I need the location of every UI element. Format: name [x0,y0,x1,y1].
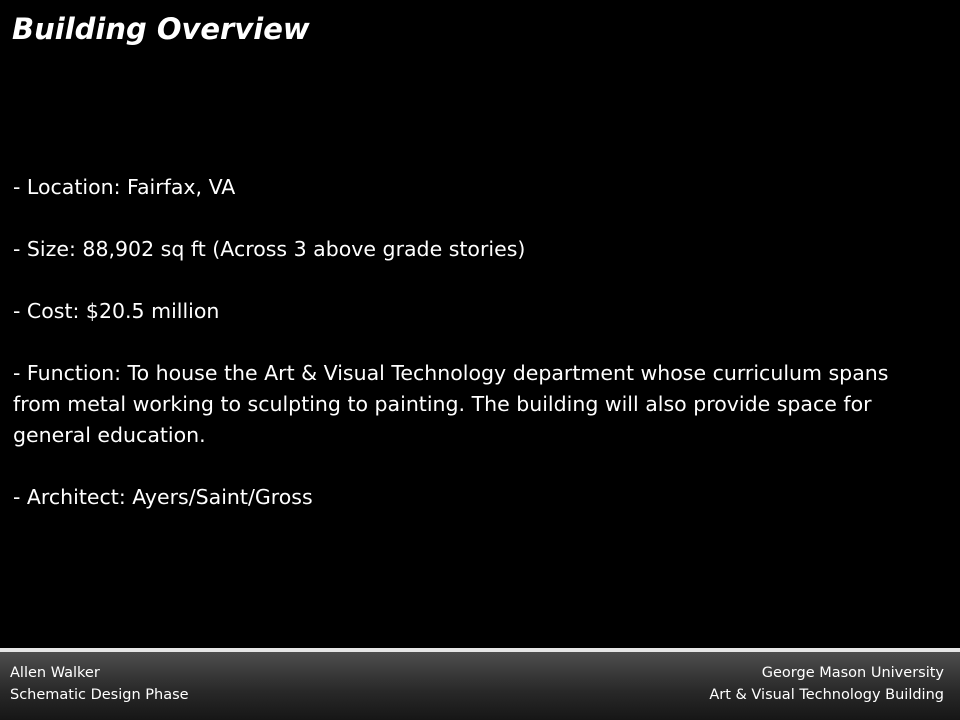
footer-right [709,662,944,706]
bullet-function: - Function: To house the Art & Visual Technology department whose curriculum spans from metal working to sculpting to painting. The building will also provide space for general education. [13,361,889,447]
footer-project: Art & Visual Technology Building [709,687,944,703]
footer-author: Allen Walker [10,665,100,681]
slide-title: Building Overview [12,12,310,46]
bullet-cost: - Cost: $20.5 million [13,299,220,323]
footer-left [10,662,189,706]
footer-phase: Schematic Design Phase [10,687,189,703]
footer-organization: George Mason University [761,665,944,681]
bullet-location: - Location: Fairfax, VA [13,175,236,199]
bullet-size: - Size: 88,902 sq ft (Across 3 above grade stories) [13,237,526,261]
bullet-architect: - Architect: Ayers/Saint/Gross [13,485,313,509]
slide-footer [0,652,960,720]
slide-body [13,172,893,513]
